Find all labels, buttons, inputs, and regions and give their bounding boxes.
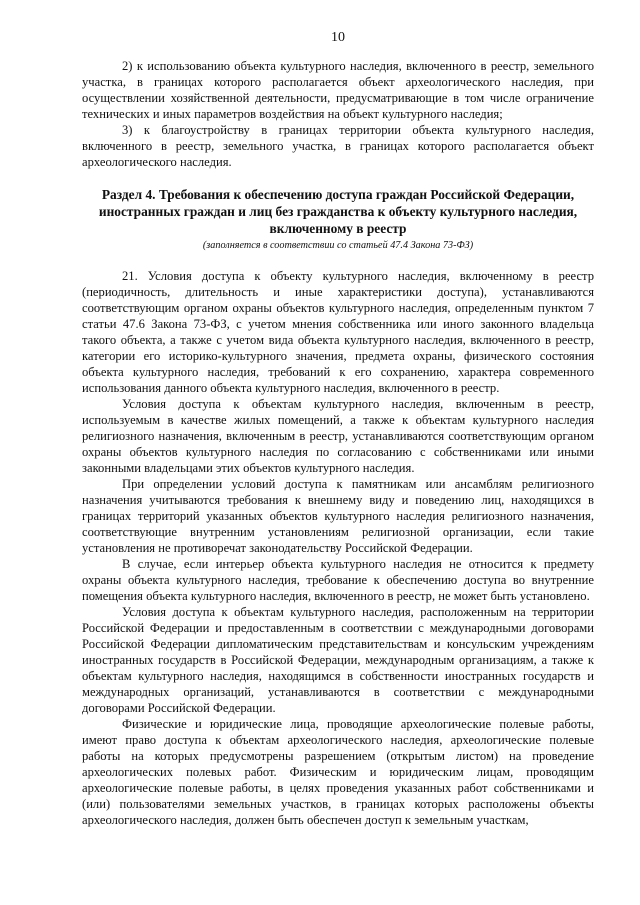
paragraph-21: 21. Условия доступа к объекту культурного наследия, включенному в реестр (периодичность, длительность и иные характеристики доступа), устанавливаются соответствующим органом охраны объектов культурного наследия, определенным пунктом 7 статьи 47.6 Закона 73-ФЗ, с учетом мнения собственника или иного законного владельца такого объекта, а также с учетом вида объекта культурного наследия, включенного в реестр, категории его историко-культурного значения, предмета охраны, физического состояния объекта культурного наследия, требований к его сохранению, характера современного использования данного объекта культурного наследия, включенного в реестр. [82, 269, 594, 395]
paragraph-interior: В случае, если интерьер объекта культурного наследия не относится к предмету охраны объекта культурного наследия, требование к обеспечению доступа во внутренние помещения объекта культурного наследия, включенного в реестр, не может быть установлено. [82, 557, 594, 603]
section-title: Раздел 4. Требования к обеспечению доступа граждан Российской Федерации, иностранных граждан и лиц без гражданства к объекту культурного наследия, включенному в реестр [98, 187, 578, 236]
paragraph-residential-religious: Условия доступа к объектам культурного наследия, включенным в реестр, используемым в качестве жилых помещений, а также к объектам культурного наследия религиозного назначения, включенным в реестр, устанавливаются соответствующим органом охраны объектов культурного наследия по согласованию с собственниками или иными законными владельцами этих объектов культурного наследия. [82, 397, 594, 475]
paragraph-archaeological: Физические и юридические лица, проводящие археологические полевые работы, имеют право доступа к объектам археологического наследия, археологические полевые работы на которых предусмотрены разрешением (открытым листом) на проведение археологических полевых работ. Физическим и юридическим лицам, проводящим археологические полевые работы, в целях проведения указанных работ собственниками и (или) пользователями земельных участков, в границах которых расположены объекты археологического наследия, должен быть обеспечен доступ к земельным участкам, [82, 717, 594, 827]
intro-item-2: 2) к использованию объекта культурного наследия, включенного в реестр, земельного участка, в границах которого располагается объект археологического наследия, при осуществлении хозяйственной деятельности, предусматривающие в том числе ограничение технических и иных параметров воздействия на объект культурного наследия; [82, 59, 594, 121]
paragraph-religious-monuments: При определении условий доступа к памятникам или ансамблям религиозного назначения учитываются требования к внешнему виду и поведению лиц, находящихся в границах территорий указанных объектов культурного наследия религиозного назначения, соответствующие внутренним установлениям религиозной организации, если такие установления не противоречат законодательству Российской Федерации. [82, 477, 594, 555]
section-note: (заполняется в соответствии со статьей 47.4 Закона 73-ФЗ) [202, 240, 474, 251]
intro-item-3: 3) к благоустройству в границах территории объекта культурного наследия, включенного в реестр, земельного участка, в границах которого располагается объект археологического наследия. [82, 123, 594, 169]
page-number: 10 [331, 30, 345, 45]
paragraph-diplomatic: Условия доступа к объектам культурного наследия, расположенным на территории Российской Федерации и предоставленным в соответствии с международными договорами Российской Федерации дипломатическим представительствам и консульским учреждениям иностранных государств в Российской Федерации, международным организациям, а также к объектам культурного наследия, находящимся в собственности иностранных государств и международных организаций, устанавливаются в соответствии с международными договорами Российской Федерации. [82, 605, 594, 715]
